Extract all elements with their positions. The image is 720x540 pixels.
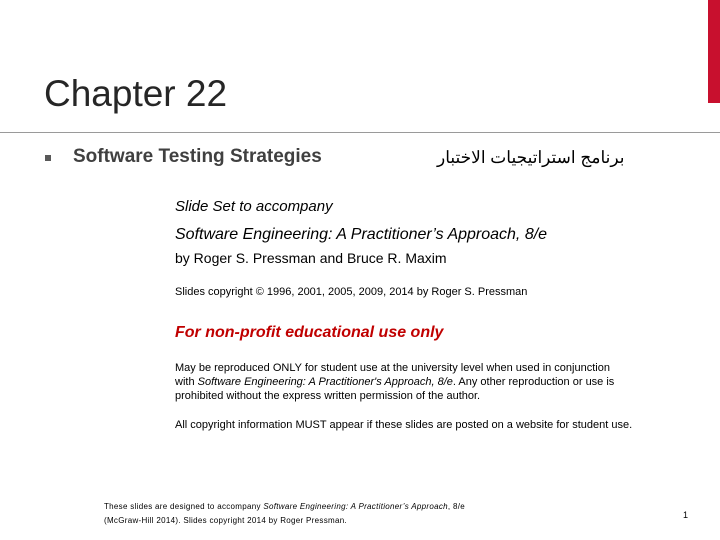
slide-title: Chapter 22 [44,73,228,114]
reproduction-notice [175,361,685,403]
page-number: 1 [683,510,689,520]
copyright-line: Slides copyright © 1996, 2001, 2005, 2009, 2014 by Roger S. Pressman [175,286,528,298]
reproduction-book-title: Software Engineering: A Practitioner's Approach, 8/e [197,376,453,388]
footer-line-1-prefix: These slides are designed to accompany [104,502,264,511]
title-divider [0,132,720,133]
accent-bar [708,0,720,103]
all-copyright-notice: All copyright information MUST appear if these slides are posted on a website for student use. [175,419,633,431]
book-title: Software Engineering: A Practitioner’s Approach, 8/e [175,226,548,243]
reproduction-line-2-prefix: with [175,376,198,388]
footer-book-title: Software Engineering: A Practitioner’s Approach [263,502,448,511]
reproduction-line-3: prohibited without the express written permission of the author. [175,390,481,402]
footer-line-1 [104,500,465,514]
footer-line-1-suffix: , 8/e [447,502,465,511]
footer-note [104,500,465,528]
nonprofit-notice: For non-profit educational use only [175,324,444,341]
bullet-text: Software Testing Strategies [73,146,322,167]
authors-line: by Roger S. Pressman and Bruce R. Maxim [175,250,447,266]
reproduction-line-2-suffix: . Any other reproduction or use is [452,376,615,388]
reproduction-line-1: May be reproduced ONLY for student use at the university level when used in conjunction [175,362,610,374]
reproduction-line-2 [175,375,685,389]
footer-line-2: (McGraw-Hill 2014). Slides copyright 2014 by Roger Pressman. [104,516,347,525]
slide-set-label: Slide Set to accompany [175,198,333,215]
bullet-marker [45,155,51,161]
arabic-title: برنامج استراتيجيات الاختبار [437,148,625,167]
